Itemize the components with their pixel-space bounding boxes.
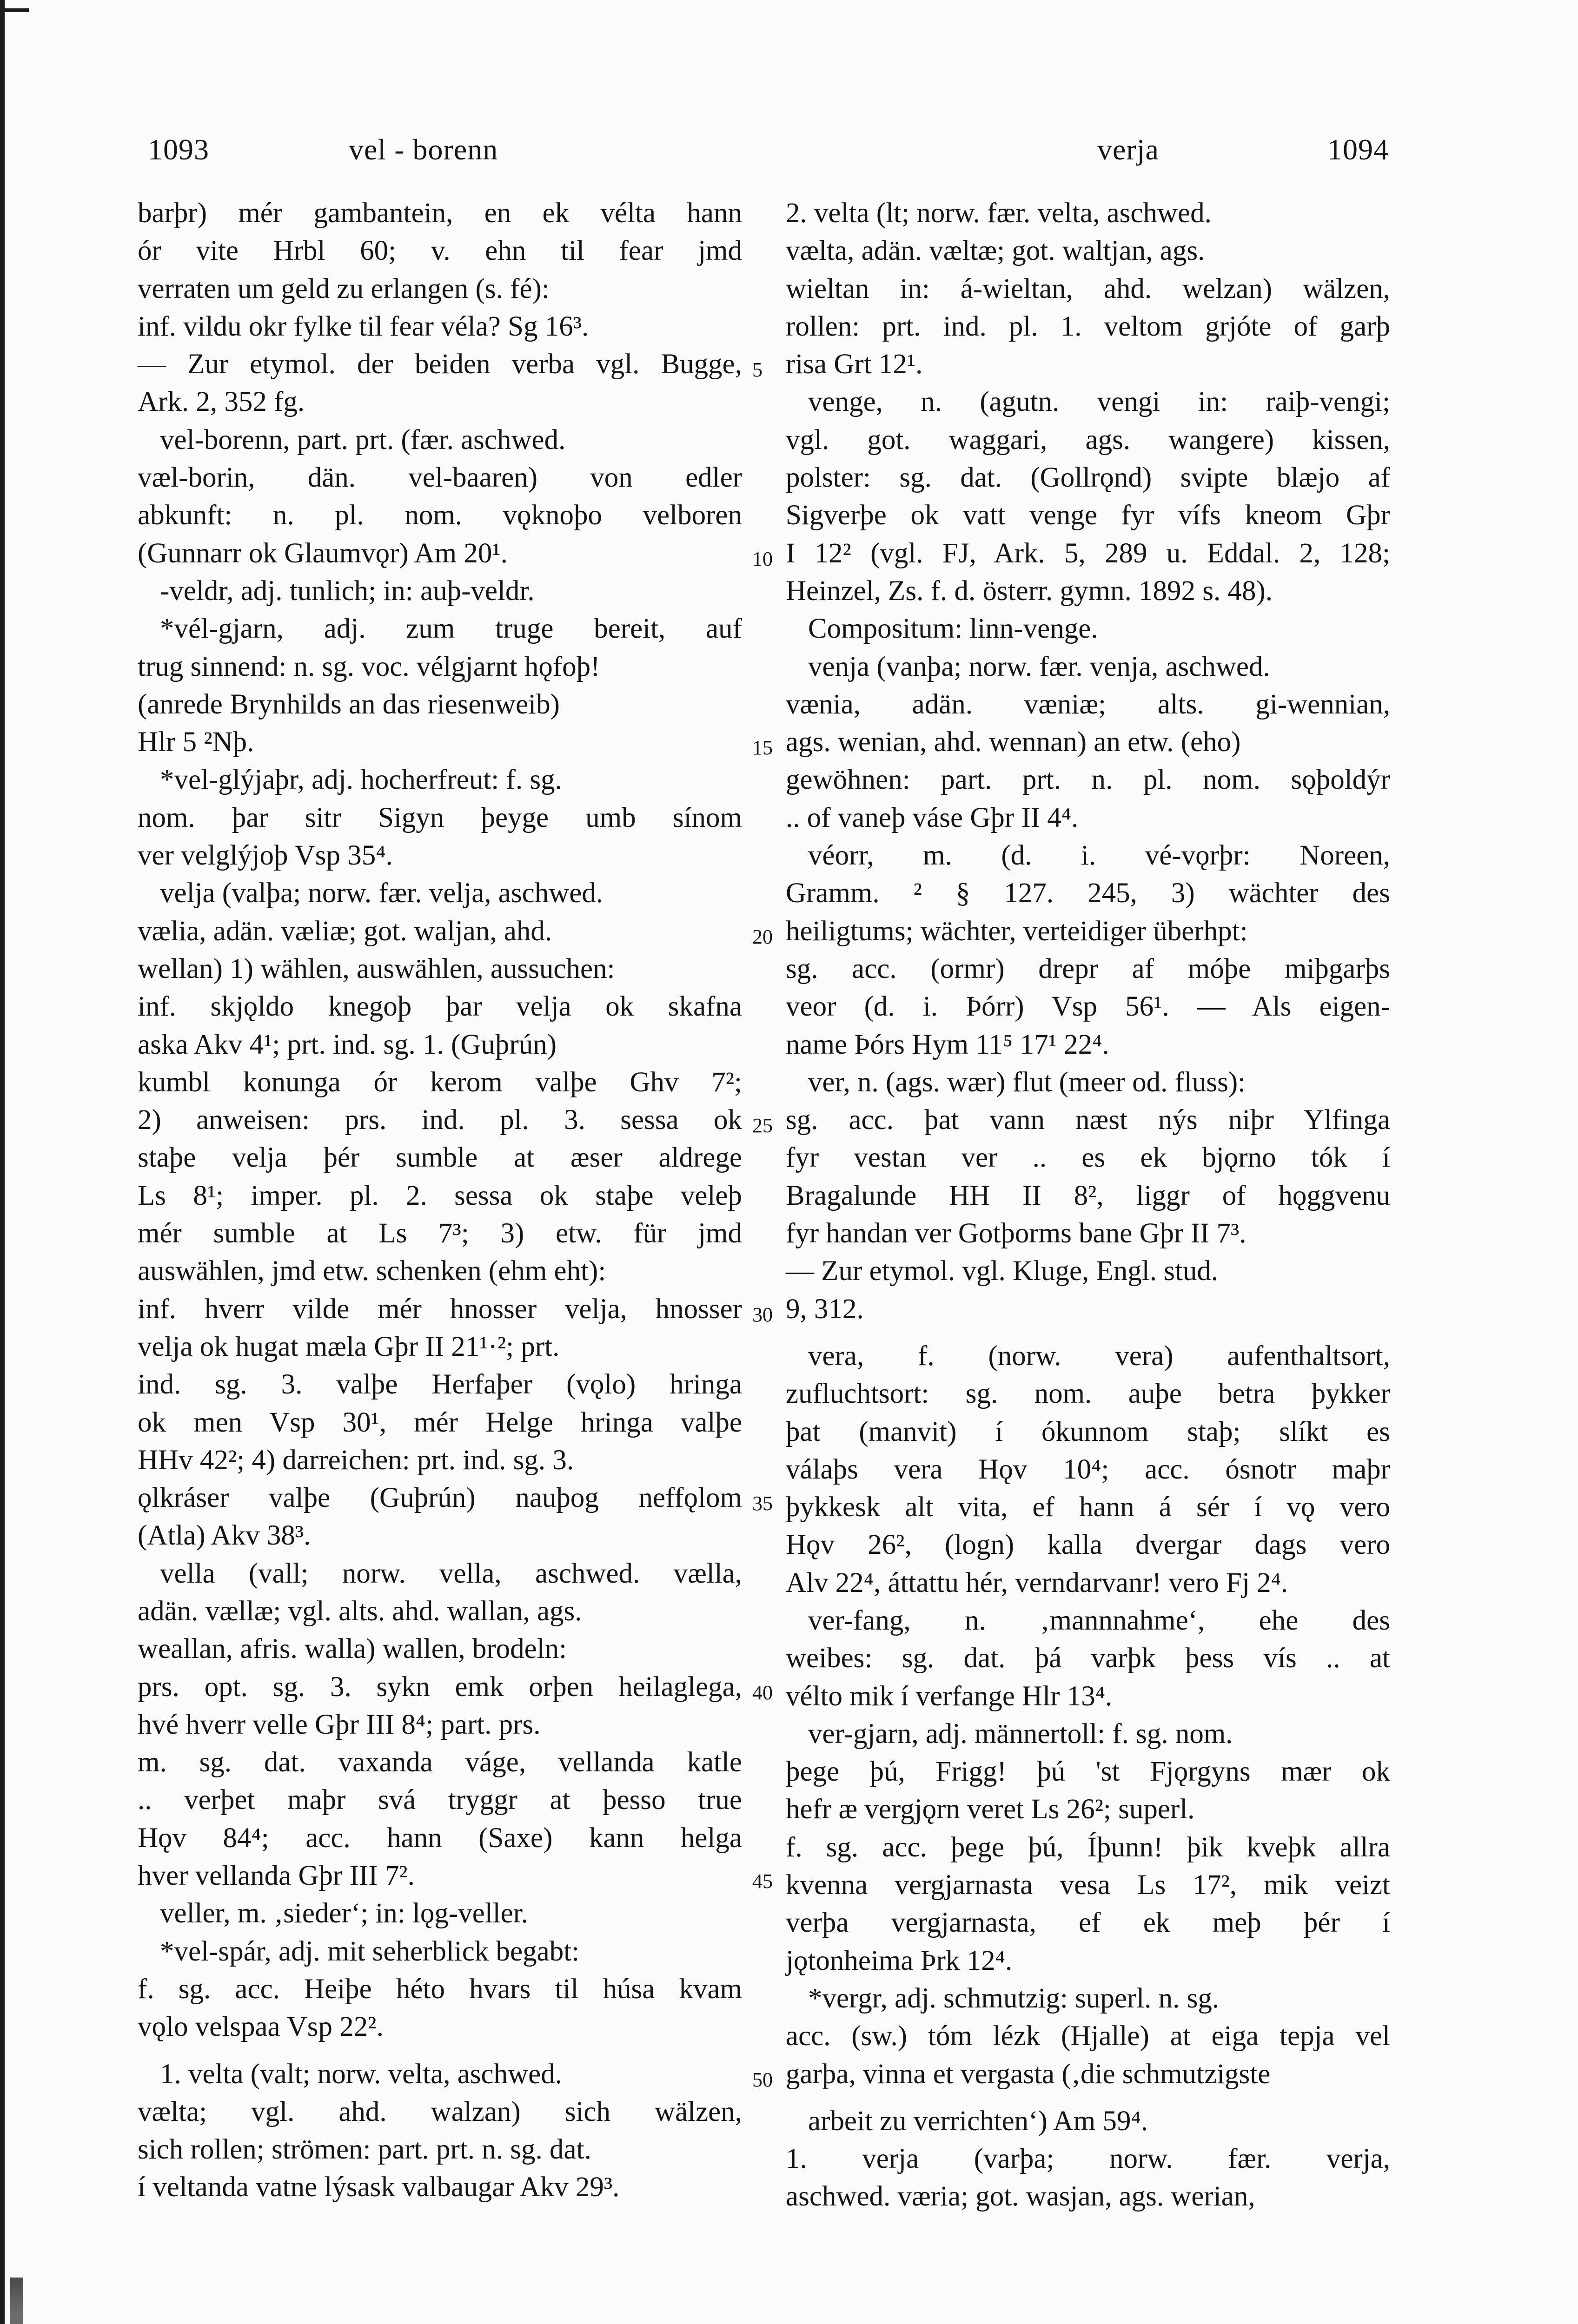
text-line: Heinzel, Zs. f. d. österr. gymn. 1892 s. 48). xyxy=(786,575,1273,607)
text-line: veller, m. ‚sieder‘; in: lǫg-veller. xyxy=(160,1898,528,1929)
text-line: .. verþet maþr svá tryggr at þesso true xyxy=(138,1784,742,1816)
text-line: mér sumble at Ls 7³; 3) etw. für jmd xyxy=(138,1218,742,1249)
text-line: ór vite Hrbl 60; v. ehn til fear jmd xyxy=(138,235,742,267)
text-line: vǫlo velspaa Vsp 22². xyxy=(138,2011,384,2043)
text-line: ind. sg. 3. valþe Herfaþer (vǫlo) hringa xyxy=(138,1369,742,1400)
text-line: f. sg. acc. Heiþe héto hvars til húsa kvam xyxy=(138,1973,742,2005)
text-line: m. sg. dat. vaxanda váge, vellanda katle xyxy=(138,1747,742,1778)
text-line: abkunft: n. pl. nom. vǫknoþo velboren xyxy=(138,500,742,531)
text-line: prs. opt. sg. 3. sykn emk orþen heilaglega, xyxy=(138,1671,742,1703)
text-line: 1. verja (varþa; norw. fær. verja, xyxy=(786,2143,1390,2175)
text-line: trug sinnend: n. sg. voc. vélgjarnt hǫfoþ! xyxy=(138,651,600,682)
text-line: hvé hverr velle Gþr III 8⁴; part. prs. xyxy=(138,1709,541,1740)
text-line: í veltanda vatne lýsask valbaugar Akv 29³. xyxy=(138,2172,620,2203)
text-line: ok men Vsp 30¹, mér Helge hringa valþe xyxy=(138,1406,742,1438)
text-line: Hǫv 84⁴; acc. hann (Saxe) kann helga xyxy=(138,1822,742,1854)
text-line: sg. acc. (ormr) drepr af móþe miþgarþs xyxy=(786,953,1390,984)
text-line: Ls 8¹; imper. pl. 2. sessa ok staþe veleþ xyxy=(138,1180,742,1211)
text-line: inf. vildu okr fylke til fear véla? Sg 16³. xyxy=(138,310,589,342)
scan-edge xyxy=(0,0,5,2324)
text-line: ǫlkráser valþe (Guþrún) nauþog neffǫlom xyxy=(138,1482,742,1514)
text-line: vella (vall; norw. vella, aschwed. vælla, xyxy=(160,1558,742,1589)
text-line: Compositum: linn-venge. xyxy=(808,613,1098,645)
right-page-number: 1094 xyxy=(1327,133,1389,166)
text-line: véorr, m. (d. i. vé-vǫrþr: Noreen, xyxy=(808,840,1390,872)
text-line: *vél-gjarn, adj. zum truge bereit, auf xyxy=(160,613,742,645)
text-line: auswählen, jmd etw. schenken (ehm eht): xyxy=(138,1255,606,1287)
left-running-head: vel - borenn xyxy=(349,133,498,166)
text-line: vælia, adän. væliæ; got. waljan, ahd. xyxy=(138,915,552,947)
text-line: *vel-spár, adj. mit seherblick begabt: xyxy=(160,1935,580,1967)
line-number: 30 xyxy=(752,1303,773,1326)
text-line: væl-borin, dän. vel-baaren) von edler xyxy=(138,462,742,494)
text-line: velja ok hugat mæla Gþr II 21¹·²; prt. xyxy=(138,1331,560,1362)
text-line: weibes: sg. dat. þá varþk þess vís .. at xyxy=(786,1643,1390,1674)
text-line: name Þórs Hym 11⁵ 17¹ 22⁴. xyxy=(786,1029,1109,1060)
text-line: verþa vergjarnasta, ef ek meþ þér í xyxy=(786,1907,1390,1939)
text-line: .. of vaneþ váse Gþr II 4⁴. xyxy=(786,802,1079,833)
text-line: venja (vanþa; norw. fær. venja, aschwed. xyxy=(808,651,1270,682)
text-line: (Gunnarr ok Glaumvǫr) Am 20¹. xyxy=(138,537,508,569)
text-line: polster: sg. dat. (Gollrǫnd) svipte blæjo af xyxy=(786,462,1390,494)
text-line: þege þú, Frigg! þú 'st Fjǫrgyns mær ok xyxy=(786,1756,1390,1788)
right-column xyxy=(786,194,1390,2216)
text-line: HHv 42²; 4) darreichen: prt. ind. sg. 3. xyxy=(138,1444,574,1476)
text-line: ver, n. (ags. wær) flut (meer od. fluss): xyxy=(808,1066,1246,1098)
right-running-head: verja xyxy=(1097,133,1159,166)
text-line: þat (manvit) í ókunnom staþ; slíkt es xyxy=(786,1416,1390,1447)
text-line: veor (d. i. Þórr) Vsp 56¹. — Als eigen- xyxy=(786,991,1390,1023)
text-line: kumbl konunga ór kerom valþe Ghv 7²; xyxy=(138,1066,742,1098)
text-line: jǫtonheima Þrk 12⁴. xyxy=(786,1945,1013,1976)
text-line: inf. hverr vilde mér hnosser velja, hnosser xyxy=(138,1293,742,1325)
text-line: vera, f. (norw. vera) aufenthaltsort, xyxy=(808,1340,1390,1372)
text-line: heiligtums; wächter, verteidiger überhpt: xyxy=(786,915,1248,947)
text-line: Hǫv 26², (logn) kalla dvergar dags vero xyxy=(786,1529,1390,1561)
text-line: zufluchtsort: sg. nom. auþe betra þykker xyxy=(786,1378,1390,1410)
line-number: 40 xyxy=(752,1681,773,1704)
text-line: Alv 22⁴, áttattu hér, verndarvanr! vero Fj 2⁴. xyxy=(786,1567,1288,1598)
text-line: Ark. 2, 352 fg. xyxy=(138,386,305,418)
text-line: fyr handan ver Gotþorms bane Gþr II 7³. xyxy=(786,1218,1246,1249)
text-line: hefr æ vergjǫrn veret Ls 26²; superl. xyxy=(786,1794,1195,1825)
text-line: fyr vestan ver .. es ek bjǫrno tók í xyxy=(786,1142,1390,1174)
text-line: garþa, vinna et vergasta (‚die schmutzigste xyxy=(786,2058,1271,2090)
text-line: verraten um geld zu erlangen (s. fé): xyxy=(138,273,550,304)
text-line: vélto mik í verfange Hlr 13⁴. xyxy=(786,1680,1113,1712)
text-line: 2) anweisen: prs. ind. pl. 3. sessa ok xyxy=(138,1104,742,1136)
text-line: inf. skjǫldo knegoþ þar velja ok skafna xyxy=(138,991,742,1023)
text-line: adän. vællæ; vgl. alts. ahd. wallan, ags. xyxy=(138,1595,582,1627)
text-line: vænia, adän. væniæ; alts. gi-wennian, xyxy=(786,688,1390,720)
text-line: Sigverþe ok vatt venge fyr vífs kneom Gþr xyxy=(786,500,1390,531)
text-line: wellan) 1) wählen, auswählen, aussuchen: xyxy=(138,953,615,984)
text-line: staþe velja þér sumble at æser aldrege xyxy=(138,1142,742,1174)
text-line: 9, 312. xyxy=(786,1293,864,1325)
text-line: arbeit zu verrichten‘) Am 59⁴. xyxy=(808,2105,1148,2137)
text-line: (anrede Brynhilds an das riesenweib) xyxy=(138,688,560,720)
text-line: 1. velta (valt; norw. velta, aschwed. xyxy=(160,2058,562,2090)
line-number: 15 xyxy=(752,736,773,759)
text-line: ver-fang, n. ‚mannnahme‘, ehe des xyxy=(808,1604,1390,1636)
text-line: *vel-glýjaþr, adj. hocherfreut: f. sg. xyxy=(160,764,562,796)
text-line: nom. þar sitr Sigyn þeyge umb sínom xyxy=(138,802,742,833)
text-line: sich rollen; strömen: part. prt. n. sg. dat. xyxy=(138,2134,591,2166)
text-line: vælta, adän. væltæ; got. waltjan, ags. xyxy=(786,235,1205,267)
text-line: aschwed. væria; got. wasjan, ags. werian, xyxy=(786,2181,1255,2212)
scan-edge-tick xyxy=(0,8,29,12)
text-line: wieltan in: á-wieltan, ahd. welzan) wälzen, xyxy=(786,273,1390,304)
scan-mark xyxy=(10,2278,23,2324)
text-line: risa Grt 12¹. xyxy=(786,349,923,380)
text-line: hver vellanda Gþr III 7². xyxy=(138,1860,415,1892)
text-line: þykkesk alt vita, ef hann á sér í vǫ vero xyxy=(786,1492,1390,1523)
text-line: gewöhnen: part. prt. n. pl. nom. sǫþoldýr xyxy=(786,764,1390,796)
line-number: 10 xyxy=(752,547,773,570)
text-line: rollen: prt. ind. pl. 1. veltom grjóte of garþ xyxy=(786,310,1390,342)
text-line: weallan, afris. walla) wallen, brodeln: xyxy=(138,1633,567,1665)
text-line: acc. (sw.) tóm lézk (Hjalle) at eiga tepja vel xyxy=(786,2020,1390,2052)
text-line: — Zur etymol. vgl. Kluge, Engl. stud. xyxy=(786,1255,1219,1287)
text-line: venge, n. (agutn. vengi in: raiþ-vengi; xyxy=(808,386,1390,418)
text-line: Hlr 5 ²Nþ. xyxy=(138,726,254,758)
text-line: -veldr, adj. tunlich; in: auþ-veldr. xyxy=(160,575,535,607)
line-number: 50 xyxy=(752,2068,773,2091)
text-line: (Atla) Akv 38³. xyxy=(138,1520,311,1552)
text-line: Bragalunde HH II 8², liggr of hǫggvenu xyxy=(786,1180,1390,1211)
text-line: ags. wenian, ahd. wennan) an etw. (eho) xyxy=(786,726,1241,758)
left-column xyxy=(138,194,742,2206)
text-line: vgl. got. waggari, ags. wangere) kissen, xyxy=(786,424,1390,456)
left-page-number: 1093 xyxy=(148,133,209,166)
line-number: 25 xyxy=(752,1114,773,1137)
text-line: *vergr, adj. schmutzig: superl. n. sg. xyxy=(808,1982,1220,2014)
text-line: válaþs vera Hǫv 10⁴; acc. ósnotr maþr xyxy=(786,1453,1390,1485)
line-number: 20 xyxy=(752,925,773,948)
text-line: — Zur etymol. der beiden verba vgl. Bugge, xyxy=(138,349,742,380)
text-line: vælta; vgl. ahd. walzan) sich wälzen, xyxy=(138,2096,742,2127)
text-line: barþr) mér gambantein, en ek vélta hann xyxy=(138,198,742,229)
text-line: Gramm. ² § 127. 245, 3) wächter des xyxy=(786,878,1390,909)
text-line: vel-borenn, part. prt. (fær. aschwed. xyxy=(160,424,566,456)
text-line: kvenna vergjarnasta vesa Ls 17², mik veizt xyxy=(786,1869,1390,1901)
text-line: f. sg. acc. þege þú, Íþunn! þik kveþk allra xyxy=(786,1831,1390,1863)
line-number: 35 xyxy=(752,1492,773,1515)
text-line: sg. acc. þat vann næst nýs niþr Ylfinga xyxy=(786,1104,1390,1136)
text-line: velja (valþa; norw. fær. velja, aschwed. xyxy=(160,878,603,909)
text-line: ver velglýjoþ Vsp 35⁴. xyxy=(138,840,393,872)
line-number: 5 xyxy=(752,358,762,382)
text-line: ver-gjarn, adj. männertoll: f. sg. nom. xyxy=(808,1718,1233,1750)
text-line: 2. velta (lt; norw. fær. velta, aschwed. xyxy=(786,198,1212,229)
line-number: 45 xyxy=(752,1870,773,1893)
text-line: aska Akv 4¹; prt. ind. sg. 1. (Guþrún) xyxy=(138,1029,557,1060)
text-line: I 12² (vgl. FJ, Ark. 5, 289 u. Eddal. 2, 128; xyxy=(786,537,1390,569)
